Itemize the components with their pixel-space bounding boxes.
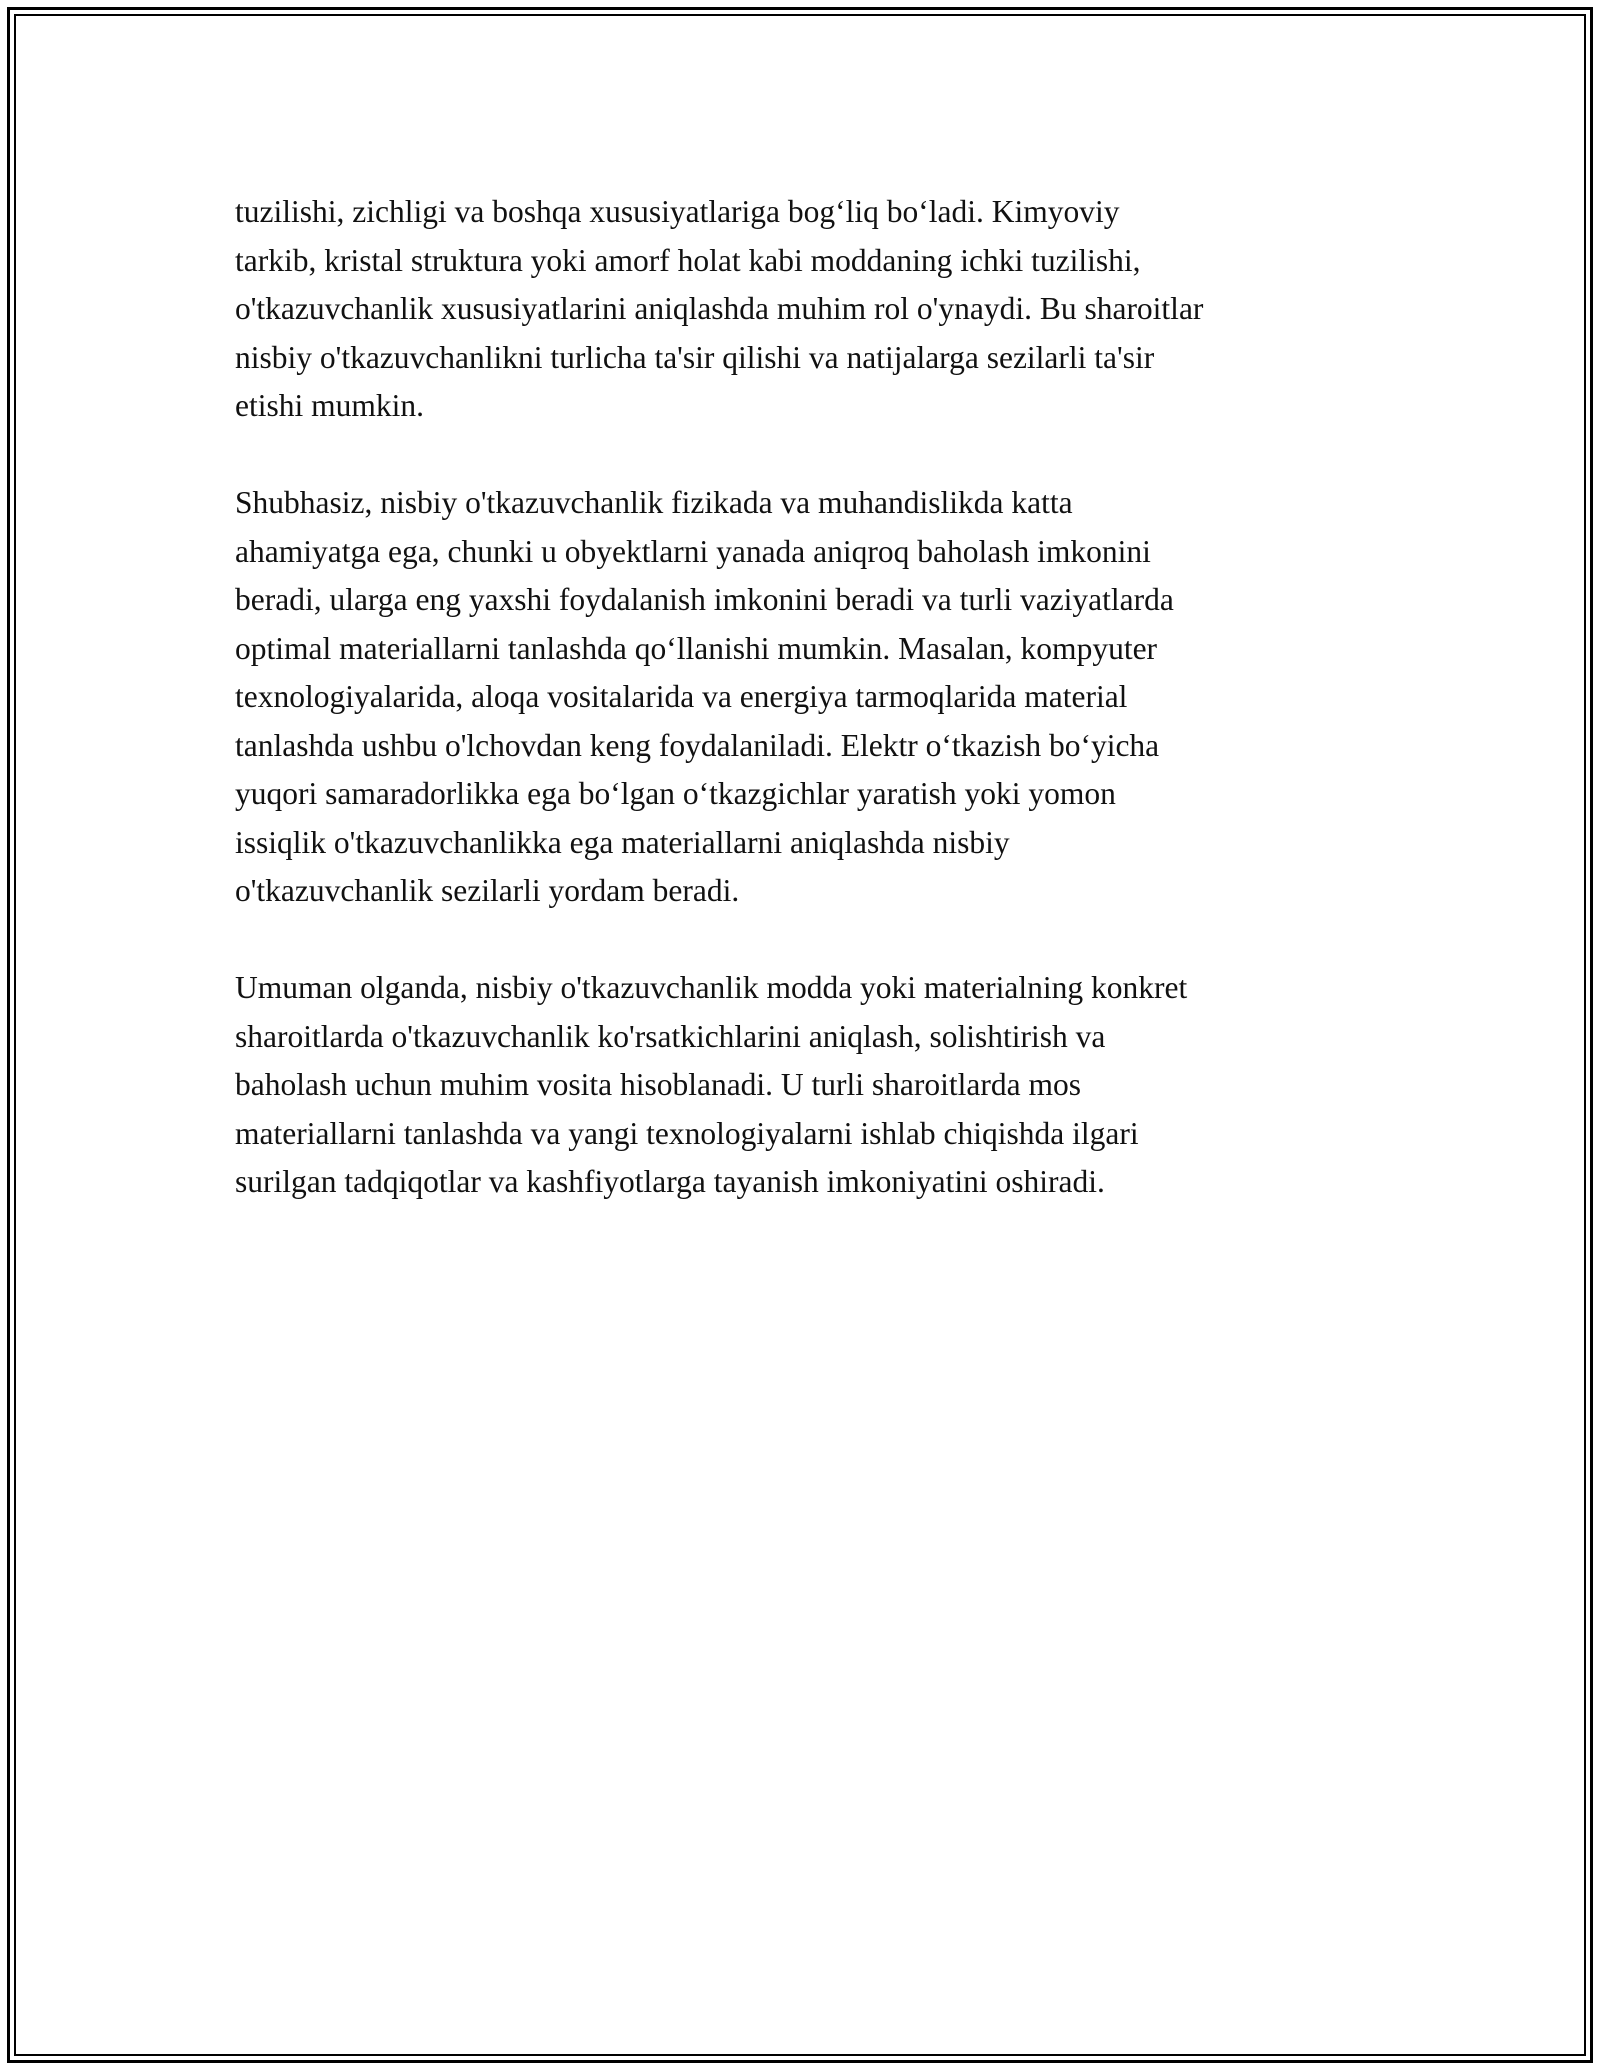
document-body	[235, 188, 1385, 1255]
paragraph-material-structure: tuzilishi, zichligi va boshqa xususiyatlariga bog‘liq bo‘ladi. Kimyoviy tarkib, kristal struktura yoki amorf holat kabi moddaning ichki tuzilishi, o'tkazuvchanlik xususiyatlarini aniqlashda muhim rol o'ynaydi. Bu sharoitlar nisbiy o'tkazuvchanlikni turlicha ta'sir qilishi va natijalarga sezilarli ta'sir etishi mumkin.	[235, 194, 1204, 423]
paragraph-conclusion: Umuman olganda, nisbiy o'tkazuvchanlik modda yoki materialning konkret sharoitlarda o'tkazuvchanlik ko'rsatkichlarini aniqlash, solishtirish va baholash uchun muhim vosita hisoblanadi. U turli sharoitlarda mos materiallarni tanlashda va yangi texnologiyalarni ishlab chiqishda ilgari surilgan tadqiqotlar va kashfiyotlarga tayanish imkoniyatini oshiradi.	[235, 970, 1188, 1199]
paragraph-importance: Shubhasiz, nisbiy o'tkazuvchanlik fizikada va muhandislikda katta ahamiyatga ega, chunki u obyektlarni yanada aniqroq baholash imkonini beradi, ularga eng yaxshi foydalanish imkonini beradi va turli vaziyatlarda optimal materiallarni tanlashda qo‘llanishi mumkin. Masalan, kompyuter texnologiyalarida, aloqa vositalarida va energiya tarmoqlarida material tanlashda ushbu o'lchovdan keng foydalaniladi. Elektr o‘tkazish bo‘yicha yuqori samaradorlikka ega bo‘lgan o‘tkazgichlar yaratish yoki yomon issiqlik o'tkazuvchanlikka ega materiallarni aniqlashda nisbiy o'tkazuvchanlik sezilarli yordam beradi.	[235, 485, 1174, 908]
